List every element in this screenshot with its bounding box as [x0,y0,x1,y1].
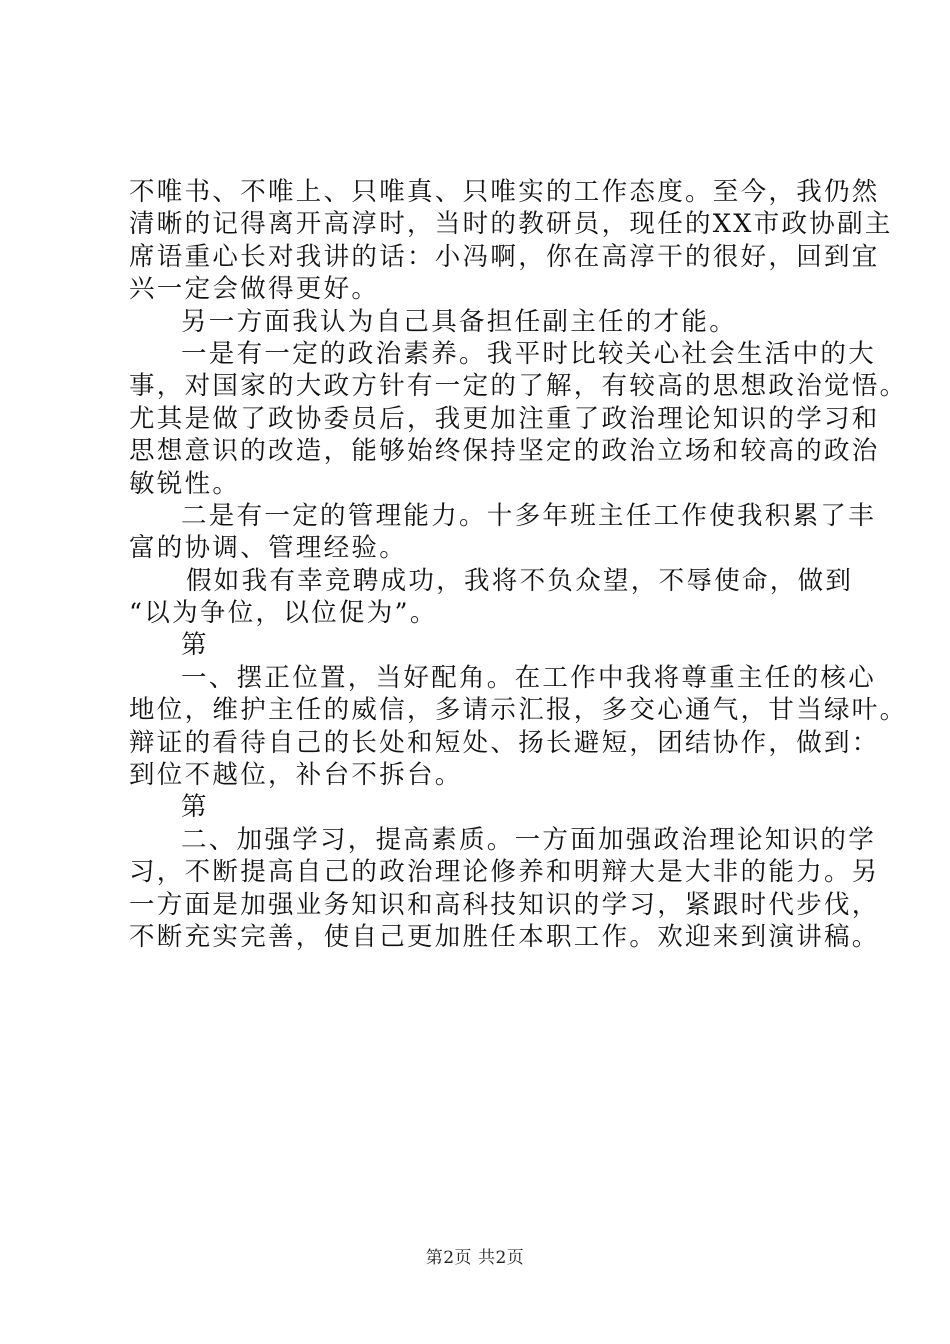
text-line: 敏锐性。 [129,468,241,499]
text-line: 一方面是加强业务知识和高科技知识的学习，紧跟时代步伐， [129,889,880,920]
page-number-label: 第2页 共2页 [425,1248,525,1268]
text-line: 辩证的看待自己的长处和短处、扬长避短，团结协作，做到： [129,727,880,758]
text-line: 一是有一定的政治素养。我平时比较关心社会生活中的大 [181,338,877,369]
text-line: 尤其是做了政协委员后，我更加注重了政治理论知识的学习和 [129,403,880,434]
document-body [129,176,908,953]
text-line: 第 [181,630,209,661]
text-line: 席语重心长对我讲的话：小冯啊，你在高淳干的很好，回到宜 [129,241,880,272]
text-line: 清晰的记得离开高淳时，当时的教研员，现任的XX市政协副主 [129,209,893,240]
text-line: 兴一定会做得更好。 [129,274,380,305]
text-line: 二是有一定的管理能力。十多年班主任工作使我积累了丰 [181,500,877,531]
text-line: 假如我有幸竞聘成功，我将不负众望，不辱使命，做到 [186,565,854,596]
text-line: 不断充实完善，使自己更加胜任本职工作。欢迎来到演讲稿。 [129,921,880,952]
page-footer [0,1243,950,1268]
text-line: 事，对国家的大政方针有一定的了解，有较高的思想政治觉悟。 [129,371,908,402]
text-line: “以为争位，以位促为”。 [129,598,438,629]
text-line: 富的协调、管理经验。 [129,533,408,564]
text-line: 习，不断提高自己的政治理论修养和明辩大是大非的能力。另 [129,857,880,888]
text-line: 另一方面我认为自己具备担任副主任的才能。 [181,306,738,337]
text-line: 不唯书、不唯上、只唯真、只唯实的工作态度。至今，我仍然 [129,177,880,207]
text-line: 二、加强学习，提高素质。一方面加强政治理论知识的学 [181,824,877,855]
text-line: 地位，维护主任的威信，多请示汇报，多交心通气，甘当绿叶。 [129,695,908,726]
text-line: 一、摆正位置，当好配角。在工作中我将尊重主任的核心 [181,662,877,693]
text-line: 第 [181,792,209,823]
text-line: 到位不越位，补台不拆台。 [129,760,463,791]
text-line: 思想意识的改造，能够始终保持坚定的政治立场和较高的政治 [129,436,880,467]
